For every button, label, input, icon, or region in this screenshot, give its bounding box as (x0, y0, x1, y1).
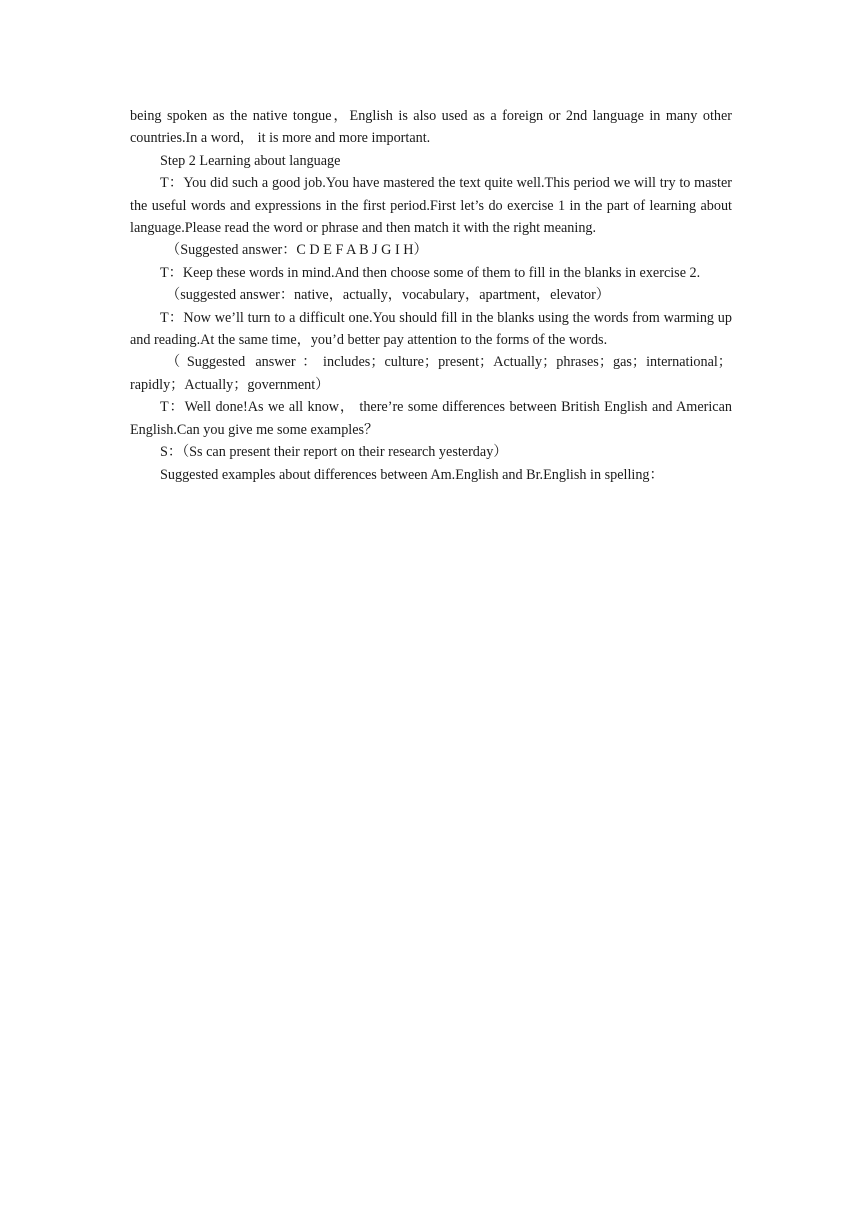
teacher-line-3: T：Now we’ll turn to a difficult one.You should fill in the blanks using the words from warming up and reading.At the same time，you’d better pay attention to the forms of the words. (130, 309, 732, 349)
examples-intro: Suggested examples about differences between Am.English and Br.English in spelling： (160, 466, 664, 483)
document-page (130, 105, 732, 486)
teacher-line-1: T：You did such a good job.You have mastered the text quite well.This period we will try to master the useful words and expressions in the first period.First let’s do exercise 1 in the part of learning about language.Please read the word or phrase and then match it with the right meaning. (130, 175, 732, 237)
student-line: S：（Ss can present their report on their research yesterday） (160, 444, 508, 461)
suggested-answer-2: （suggested answer：native，actually，vocabulary，apartment，elevator） (166, 287, 610, 304)
suggested-answer-3: （Suggested answer：includes；culture；present；Actually；phrases；gas；international；rapidly；Actually；government） (130, 354, 732, 393)
suggested-answer-1: （Suggested answer：C D E F A B J G I H） (166, 242, 428, 259)
teacher-line-2: T：Keep these words in mind.And then choose some of them to fill in the blanks in exercise 2. (160, 264, 701, 281)
step-heading: Step 2 Learning about language (160, 152, 341, 169)
teacher-line-4: T：Well done!As we all know， there’re some differences between British English and American English.Can you give me some examples？ (130, 399, 732, 438)
paragraph-continuation: being spoken as the native tongue，English is also used as a foreign or 2nd language in many other countries.In a word， it is more and more important. (130, 108, 732, 147)
